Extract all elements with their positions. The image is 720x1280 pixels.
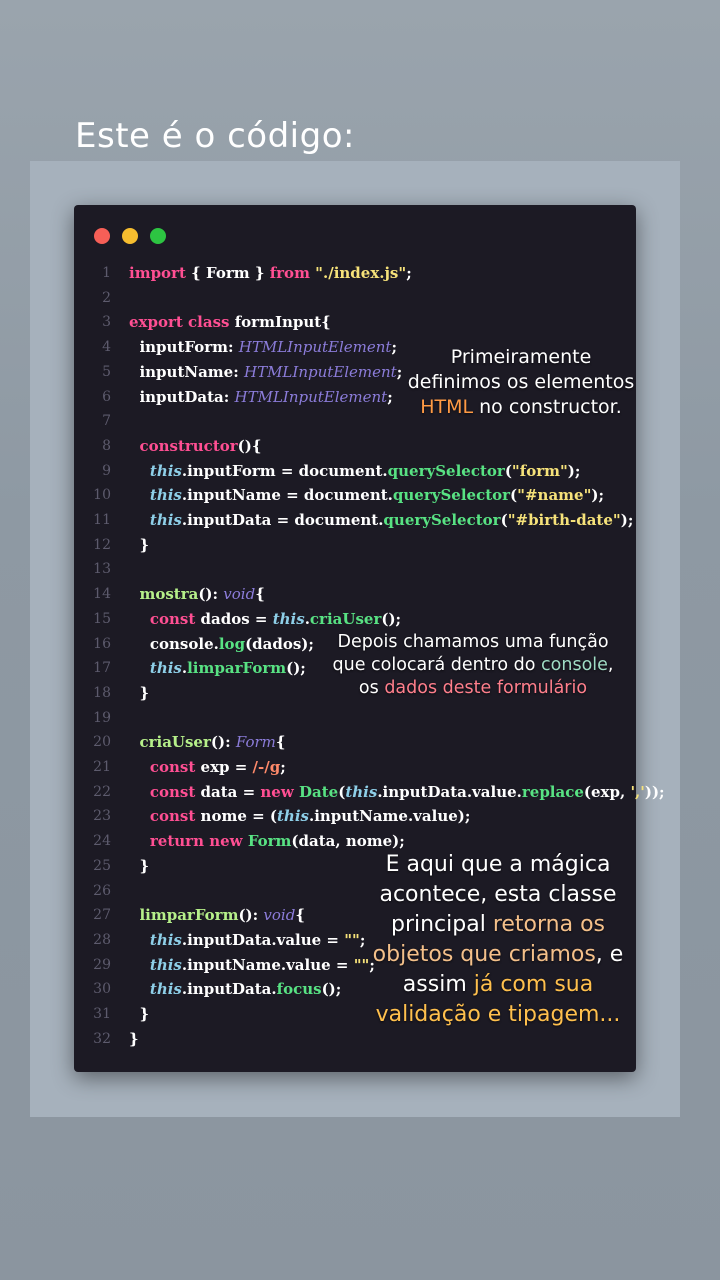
code-line — [74, 1027, 636, 1052]
line-number: 29 — [93, 956, 111, 973]
line-number: 3 — [102, 314, 111, 331]
annotation-line: Depois chamamos uma função — [337, 632, 609, 652]
highlight-text: validação e tipagem... — [375, 1002, 621, 1027]
code-text: inputData: HTMLInputElement; — [129, 387, 393, 406]
line-number: 1 — [102, 265, 111, 281]
minimize-dot-icon — [122, 228, 138, 244]
line-number: 8 — [102, 437, 111, 454]
line-number: 17 — [93, 660, 111, 677]
code-line — [74, 286, 636, 311]
line-number: 30 — [93, 981, 111, 998]
annotation-line — [318, 654, 628, 677]
annotation-text: no constructor. — [473, 396, 622, 418]
code-text: } — [129, 1029, 139, 1048]
line-number: 25 — [93, 857, 111, 874]
code-text: inputForm: HTMLInputElement; — [129, 338, 397, 357]
code-line — [74, 310, 636, 335]
code-text: inputName: HTMLInputElement; — [129, 362, 403, 381]
code-text: this.inputForm = document.querySelector("form"); — [149, 461, 581, 480]
code-text: this.inputName.value = ""; — [149, 955, 375, 974]
code-text: criaUser(): Form{ — [139, 733, 286, 752]
code-text: } — [129, 535, 150, 554]
line-number: 6 — [102, 388, 111, 405]
code-text: const exp = /-/g; — [149, 758, 286, 776]
code-text: import { Form } from "./index.js"; — [129, 264, 412, 282]
annotation-text: que colocará dentro do — [332, 655, 542, 675]
highlight-text: objetos que criamos — [372, 942, 596, 967]
line-number: 7 — [102, 413, 111, 430]
line-number: 26 — [93, 882, 111, 899]
line-number: 16 — [93, 635, 111, 652]
code-text: this.inputData.focus(); — [149, 980, 342, 999]
annotation-line: Primeiramente — [450, 346, 592, 368]
code-line — [74, 755, 636, 780]
annotation-line: definimos os elementos — [407, 371, 635, 393]
line-number: 27 — [93, 907, 111, 924]
highlight-text: dados deste formulário — [384, 678, 588, 698]
line-number: 14 — [93, 586, 111, 603]
line-number: 19 — [93, 709, 111, 726]
code-text: const nome = (this.inputName.value); — [149, 807, 471, 826]
annotation-line — [358, 970, 638, 1000]
annotation-line: acontece, esta classe — [379, 882, 617, 907]
line-number: 13 — [93, 561, 111, 578]
line-number: 24 — [93, 833, 111, 850]
code-text: const dados = this.criaUser(); — [149, 609, 402, 628]
annotation-text: assim — [402, 972, 474, 997]
code-line — [74, 533, 636, 558]
code-line — [74, 706, 636, 731]
code-line — [74, 582, 636, 607]
code-line — [74, 508, 636, 533]
annotation-text: , — [607, 655, 614, 675]
line-number: 31 — [93, 1006, 111, 1022]
code-text: this.inputData = document.querySelector("#birth-date"); — [149, 511, 634, 529]
code-text: export class formInput{ — [129, 313, 331, 332]
code-text: console.log(dados); — [129, 634, 314, 653]
code-line — [74, 434, 636, 459]
code-text: return new Form(data, nome); — [149, 832, 405, 851]
code-text: } — [129, 683, 150, 702]
code-line — [74, 804, 636, 829]
line-number: 21 — [93, 759, 111, 775]
annotation-text: , e — [595, 942, 624, 967]
highlight-text: HTML — [420, 396, 474, 418]
code-line — [74, 261, 636, 286]
annotation-line — [358, 1000, 638, 1030]
annotation-text: principal — [390, 912, 493, 937]
code-text: } — [129, 856, 150, 875]
code-text: this.inputData.value = ""; — [149, 930, 366, 949]
line-number: 4 — [102, 339, 111, 356]
code-line — [74, 607, 636, 632]
highlight-text: retorna os — [492, 912, 605, 937]
code-text: mostra(): void{ — [139, 585, 265, 604]
close-dot-icon — [94, 228, 110, 244]
code-line — [74, 459, 636, 484]
annotation-constructor — [392, 345, 650, 420]
annotation-class — [358, 850, 638, 1030]
annotation-line: E aqui que a mágica — [385, 852, 611, 877]
annotation-console — [318, 631, 628, 700]
line-number: 20 — [93, 734, 111, 751]
code-text: constructor(){ — [139, 436, 262, 455]
highlight-text: console — [541, 655, 608, 675]
line-number: 23 — [93, 808, 111, 825]
maximize-dot-icon — [150, 228, 166, 244]
page-heading: Este é o código: — [75, 116, 355, 156]
line-number: 32 — [93, 1030, 111, 1047]
code-text: this.inputName = document.querySelector("#name"); — [149, 486, 605, 505]
line-number: 12 — [93, 536, 111, 553]
code-line — [74, 730, 636, 755]
annotation-line — [358, 910, 638, 940]
code-text: this.limparForm(); — [149, 659, 306, 678]
line-number: 11 — [93, 512, 111, 528]
code-text: limparForm(): void{ — [139, 906, 305, 925]
line-number: 9 — [102, 462, 111, 479]
highlight-text: já com sua — [473, 972, 594, 997]
annotation-line — [318, 677, 628, 700]
line-number: 5 — [102, 363, 111, 380]
annotation-line — [358, 940, 638, 970]
line-number: 28 — [93, 931, 111, 948]
annotation-text: os — [358, 678, 385, 698]
code-text: const data = new Date(this.inputData.value.replace(exp, ',')); — [149, 782, 665, 801]
line-number: 10 — [93, 487, 111, 504]
code-text: } — [129, 1005, 150, 1023]
code-line — [74, 780, 665, 805]
line-number: 22 — [93, 783, 111, 800]
line-number: 2 — [102, 289, 111, 306]
code-line — [74, 483, 636, 508]
line-number: 18 — [93, 684, 111, 701]
annotation-line — [392, 395, 650, 420]
code-line — [74, 557, 636, 582]
line-number: 15 — [93, 610, 111, 627]
